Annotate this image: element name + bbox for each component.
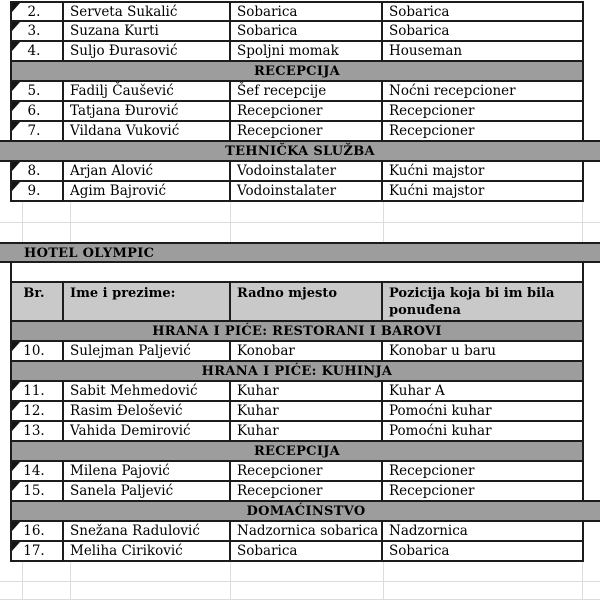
name-cell[interactable]: Meliha Ciriković: [64, 542, 231, 560]
row-number: 13.: [23, 423, 45, 439]
name-cell[interactable]: Milena Pajović: [64, 462, 231, 480]
job-cell[interactable]: Vodoinstalater: [231, 182, 383, 200]
name-cell[interactable]: Tatjana Đurović: [64, 102, 231, 120]
name-cell[interactable]: Sabit Mehmedović: [64, 382, 231, 400]
section-header-hrana-kuhinja[interactable]: HRANA I PIĆE: KUHINJA: [10, 360, 584, 382]
name-cell[interactable]: Sulejman Paljević: [64, 342, 231, 360]
table-row: [10, 422, 584, 442]
offer-cell[interactable]: Nadzornica: [389, 523, 468, 539]
corner-mark-icon: [12, 542, 20, 551]
offer-cell[interactable]: Konobar u baru: [389, 343, 496, 359]
corner-mark-icon: [12, 382, 20, 391]
row-number-cell[interactable]: [12, 182, 64, 200]
corner-mark-icon: [12, 102, 20, 111]
offer-cell[interactable]: Recepcioner: [389, 123, 475, 139]
corner-mark-icon: [12, 42, 20, 51]
name-cell[interactable]: Fadilj Čaušević: [64, 82, 231, 100]
row-number: 14.: [23, 463, 45, 479]
row-number: 16.: [23, 523, 45, 539]
empty-grid-area[interactable]: [0, 562, 600, 600]
row-number-cell[interactable]: [12, 382, 64, 400]
table-row: [10, 462, 584, 482]
table-row: [10, 122, 584, 142]
job-cell[interactable]: Sobarica: [231, 22, 383, 40]
empty-table-row[interactable]: [10, 263, 584, 283]
corner-mark-icon: [12, 3, 20, 12]
offer-cell[interactable]: Recepcioner: [389, 483, 475, 499]
offer-cell[interactable]: Kuhar A: [389, 383, 445, 399]
table-row: [10, 542, 584, 562]
row-number: 15.: [23, 483, 45, 499]
name-cell[interactable]: Vahida Demirović: [64, 422, 231, 440]
corner-mark-icon: [12, 482, 20, 491]
table-stack: [0, 1, 600, 600]
row-number: 4.: [27, 43, 41, 59]
row-number-cell[interactable]: [12, 482, 64, 500]
offer-cell[interactable]: Sobarica: [389, 543, 450, 559]
row-number-cell[interactable]: [12, 22, 64, 40]
job-cell[interactable]: Recepcioner: [231, 122, 383, 140]
job-cell[interactable]: Šef recepcije: [231, 82, 383, 100]
offer-cell[interactable]: Pomoćni kuhar: [389, 423, 492, 439]
table-row: [10, 402, 584, 422]
row-number-cell[interactable]: [12, 3, 64, 20]
gridline: [0, 581, 600, 582]
header-name-cell[interactable]: Ime i prezime:: [64, 283, 231, 320]
empty-cell: [12, 263, 582, 281]
offer-cell[interactable]: Kućni majstor: [389, 163, 485, 179]
section-header-recepcija-2[interactable]: RECEPCIJA: [10, 440, 584, 462]
row-number-cell[interactable]: [12, 42, 64, 60]
header-number-cell[interactable]: Br.: [12, 283, 64, 320]
name-cell[interactable]: Snežana Radulović: [64, 522, 231, 540]
row-number: 8.: [27, 163, 41, 179]
name-cell[interactable]: Sanela Paljević: [64, 482, 231, 500]
job-cell[interactable]: Vodoinstalater: [231, 162, 383, 180]
row-number-cell[interactable]: [12, 102, 64, 120]
table-row: [10, 1, 584, 22]
offer-cell[interactable]: Sobarica: [389, 4, 450, 20]
row-number: 3.: [27, 23, 41, 39]
section-header-hotel-olympic[interactable]: HOTEL OLYMPIC: [0, 242, 600, 263]
gridline: [0, 222, 600, 223]
table-row: [10, 42, 584, 62]
corner-mark-icon: [12, 522, 20, 531]
name-cell[interactable]: Serveta Sukalić: [64, 3, 231, 20]
row-number: 9.: [27, 183, 41, 199]
corner-mark-icon: [12, 122, 20, 131]
corner-mark-icon: [12, 342, 20, 351]
row-number-cell[interactable]: [12, 82, 64, 100]
offer-cell[interactable]: Kućni majstor: [389, 183, 485, 199]
table-row: [10, 482, 584, 502]
table-row: [10, 102, 584, 122]
job-cell[interactable]: Sobarica: [231, 3, 383, 20]
name-cell[interactable]: Vildana Vuković: [64, 122, 231, 140]
header-job-cell[interactable]: Radno mjesto: [231, 283, 383, 320]
job-cell[interactable]: Konobar: [231, 342, 383, 360]
job-cell[interactable]: Kuhar: [231, 422, 383, 440]
row-number-cell[interactable]: [12, 462, 64, 480]
corner-mark-icon: [12, 22, 20, 31]
corner-mark-icon: [12, 162, 20, 171]
row-number-cell[interactable]: [12, 122, 64, 140]
table-row: [10, 182, 584, 202]
row-number-cell[interactable]: [12, 522, 64, 540]
row-number-cell[interactable]: [12, 542, 64, 560]
row-number: 2.: [27, 4, 41, 20]
corner-mark-icon: [12, 82, 20, 91]
offer-cell[interactable]: Pomoćni kuhar: [389, 403, 492, 419]
section-header-domacinstvo[interactable]: DOMAĆINSTVO: [10, 500, 600, 522]
offer-cell[interactable]: Recepcioner: [389, 463, 475, 479]
job-cell[interactable]: Sobarica: [231, 542, 383, 560]
table-row: [10, 82, 584, 102]
name-cell[interactable]: Suljo Đurasović: [64, 42, 231, 60]
header-offer-cell[interactable]: Pozicija koja bi im bila ponuđena: [389, 286, 555, 318]
offer-cell[interactable]: Noćni recepcioner: [389, 83, 516, 99]
offer-cell[interactable]: Sobarica: [389, 23, 450, 39]
name-cell[interactable]: Agim Bajrović: [64, 182, 231, 200]
name-cell[interactable]: Suzana Kurti: [64, 22, 231, 40]
table-header-row: [10, 283, 584, 322]
name-cell[interactable]: Arjan Alović: [64, 162, 231, 180]
table-row: [10, 22, 584, 42]
table-row: [10, 382, 584, 402]
job-cell[interactable]: Kuhar: [231, 402, 383, 420]
row-number-cell[interactable]: [12, 402, 64, 420]
row-number-cell[interactable]: [12, 162, 64, 180]
corner-mark-icon: [12, 182, 20, 191]
offer-cell[interactable]: Recepcioner: [389, 103, 475, 119]
row-number: 12.: [23, 403, 45, 419]
empty-grid-area[interactable]: [0, 202, 600, 242]
job-cell[interactable]: Recepcioner: [231, 102, 383, 120]
section-header-hrana-restorani[interactable]: HRANA I PIĆE: RESTORANI I BAROVI: [10, 320, 584, 342]
row-number: 11.: [23, 383, 45, 399]
row-number-cell[interactable]: [12, 342, 64, 360]
job-cell[interactable]: Nadzornica sobarica: [231, 522, 383, 540]
row-number: 10.: [23, 343, 45, 359]
row-number: 6.: [27, 103, 41, 119]
row-number: 5.: [27, 83, 41, 99]
name-cell[interactable]: Rasim Đelošević: [64, 402, 231, 420]
job-cell[interactable]: Recepcioner: [231, 482, 383, 500]
section-header-recepcija[interactable]: RECEPCIJA: [10, 60, 584, 82]
table-row: [10, 162, 584, 182]
offer-cell[interactable]: Houseman: [389, 43, 463, 59]
job-cell[interactable]: Kuhar: [231, 382, 383, 400]
row-number: 17.: [23, 543, 45, 559]
section-header-tehnicka-sluzba[interactable]: TEHNIČKA SLUŽBA: [0, 140, 600, 162]
corner-mark-icon: [12, 402, 20, 411]
corner-mark-icon: [12, 462, 20, 471]
table-row: [10, 522, 584, 542]
row-number-cell[interactable]: [12, 422, 64, 440]
table-row: [10, 342, 584, 362]
corner-mark-icon: [12, 422, 20, 431]
row-number: 7.: [27, 123, 41, 139]
job-cell[interactable]: Recepcioner: [231, 462, 383, 480]
job-cell[interactable]: Spoljni momak: [231, 42, 383, 60]
